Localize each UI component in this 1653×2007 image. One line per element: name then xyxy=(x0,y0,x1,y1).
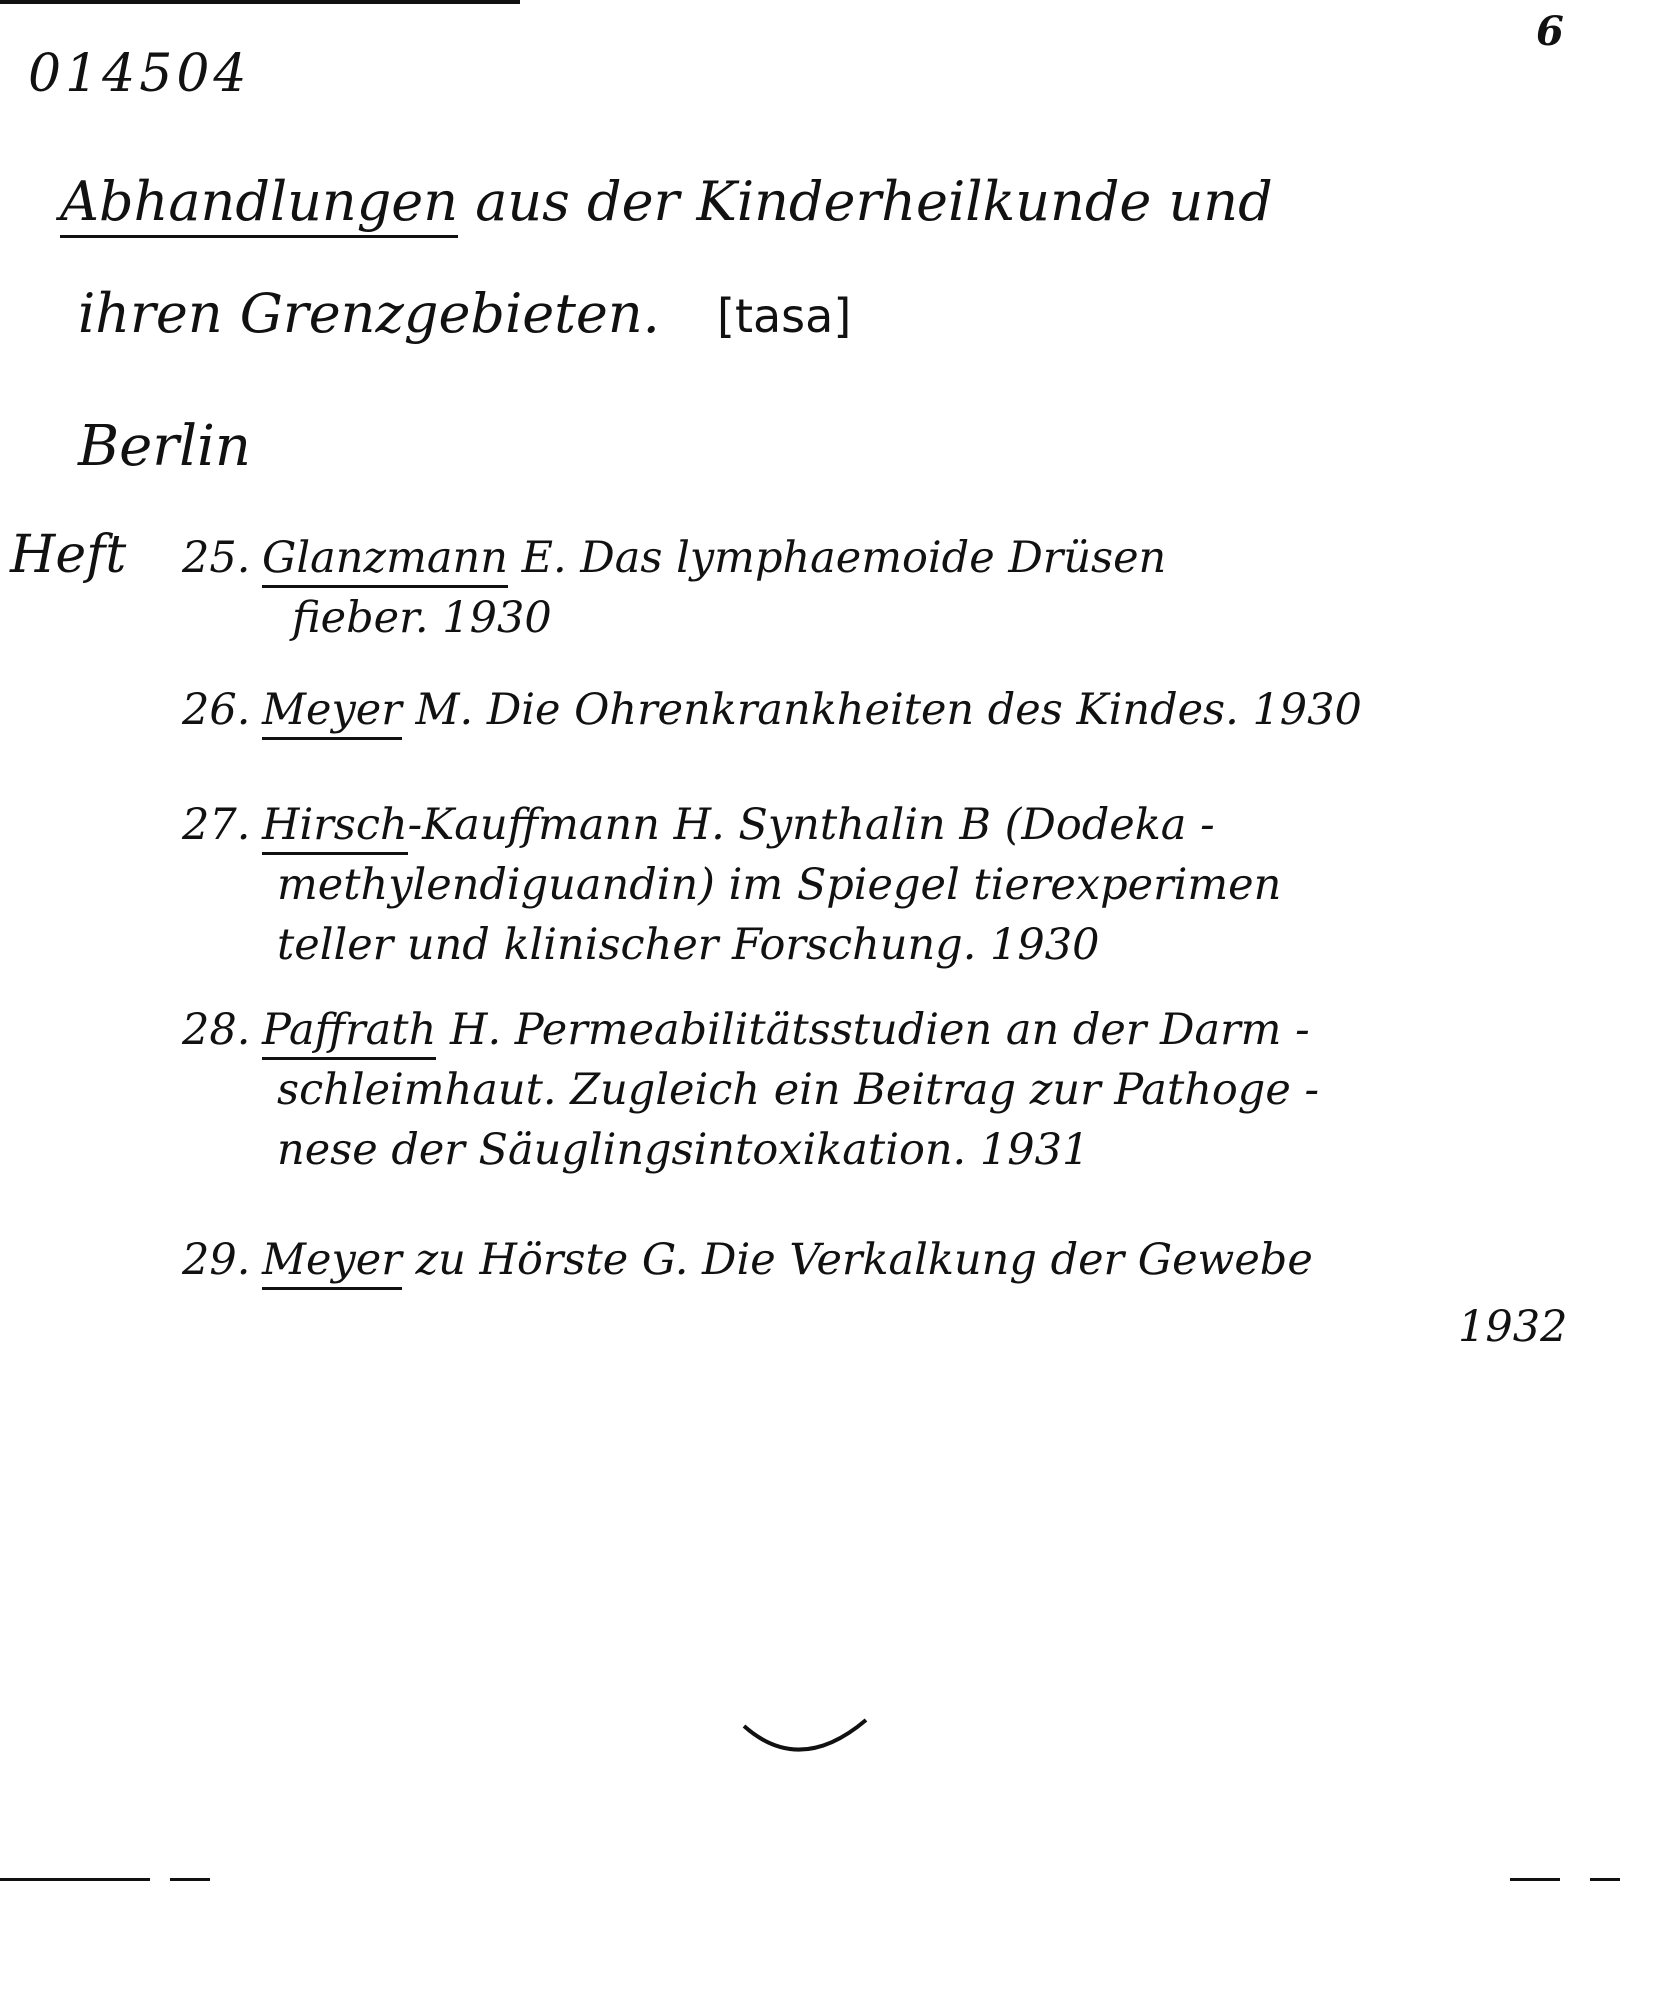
class-mark: [tasa] xyxy=(717,289,852,343)
entry-number: 25. xyxy=(182,533,251,583)
entry-29-year: 1932 xyxy=(1458,1302,1568,1352)
title-line-2 xyxy=(78,282,851,345)
bottom-edge-mark xyxy=(170,1878,210,1881)
title-keyword: Abhandlungen xyxy=(60,170,458,238)
bottom-edge-mark xyxy=(1510,1878,1560,1881)
entry-text-continued: fieber. 1930 xyxy=(292,593,552,643)
title-line-1-text: aus der Kinderheilkunde und xyxy=(475,170,1273,233)
entry-text: -Kauffmann H. Synthalin B (Dodeka - xyxy=(407,800,1215,850)
entry-27 xyxy=(182,795,1582,975)
card-number: 014504 xyxy=(28,44,251,104)
entry-author: Paffrath xyxy=(262,1005,436,1060)
entry-number: 27. xyxy=(182,800,251,850)
title-line-2-text: ihren Grenzgebieten. xyxy=(78,282,660,345)
entry-number: 29. xyxy=(182,1235,251,1285)
entry-number: 28. xyxy=(182,1005,251,1055)
place-of-publication: Berlin xyxy=(78,414,251,479)
entry-text-continued: methylendiguandin) im Spiegel tierexperimen xyxy=(277,860,1282,910)
bottom-edge-mark xyxy=(0,1878,150,1881)
entry-text: E. Das lymphaemoide Drüsen xyxy=(521,533,1167,583)
entry-text-continued: teller und klinischer Forschung. 1930 xyxy=(277,920,1100,970)
entry-25 xyxy=(182,528,1602,648)
series-label: Heft xyxy=(10,525,127,585)
entry-28 xyxy=(182,1000,1582,1180)
title-line-1 xyxy=(60,170,1273,233)
top-edge-mark xyxy=(0,0,520,4)
entry-author: Hirsch xyxy=(262,800,408,855)
entry-text: M. Die Ohrenkrankheiten des Kindes. 1930 xyxy=(415,685,1362,735)
entry-29 xyxy=(182,1230,1592,1290)
entry-text-continued: schleimhaut. Zugleich ein Beitrag zur Pathoge - xyxy=(277,1065,1319,1115)
entry-text-continued: nese der Säuglingsintoxikation. 1931 xyxy=(277,1125,1090,1175)
entry-author: Meyer xyxy=(262,685,402,740)
entry-author: Glanzmann xyxy=(262,533,508,588)
entry-text: H. Permeabilitätsstudien an der Darm - xyxy=(449,1005,1310,1055)
punch-hole-arc xyxy=(740,1716,870,1776)
entry-26 xyxy=(182,680,1602,740)
entry-number: 26. xyxy=(182,685,251,735)
entry-author: Meyer xyxy=(262,1235,402,1290)
entry-text: zu Hörste G. Die Verkalkung der Gewebe xyxy=(415,1235,1313,1285)
bottom-edge-mark xyxy=(1590,1878,1620,1881)
page-number: 6 xyxy=(1536,8,1564,55)
